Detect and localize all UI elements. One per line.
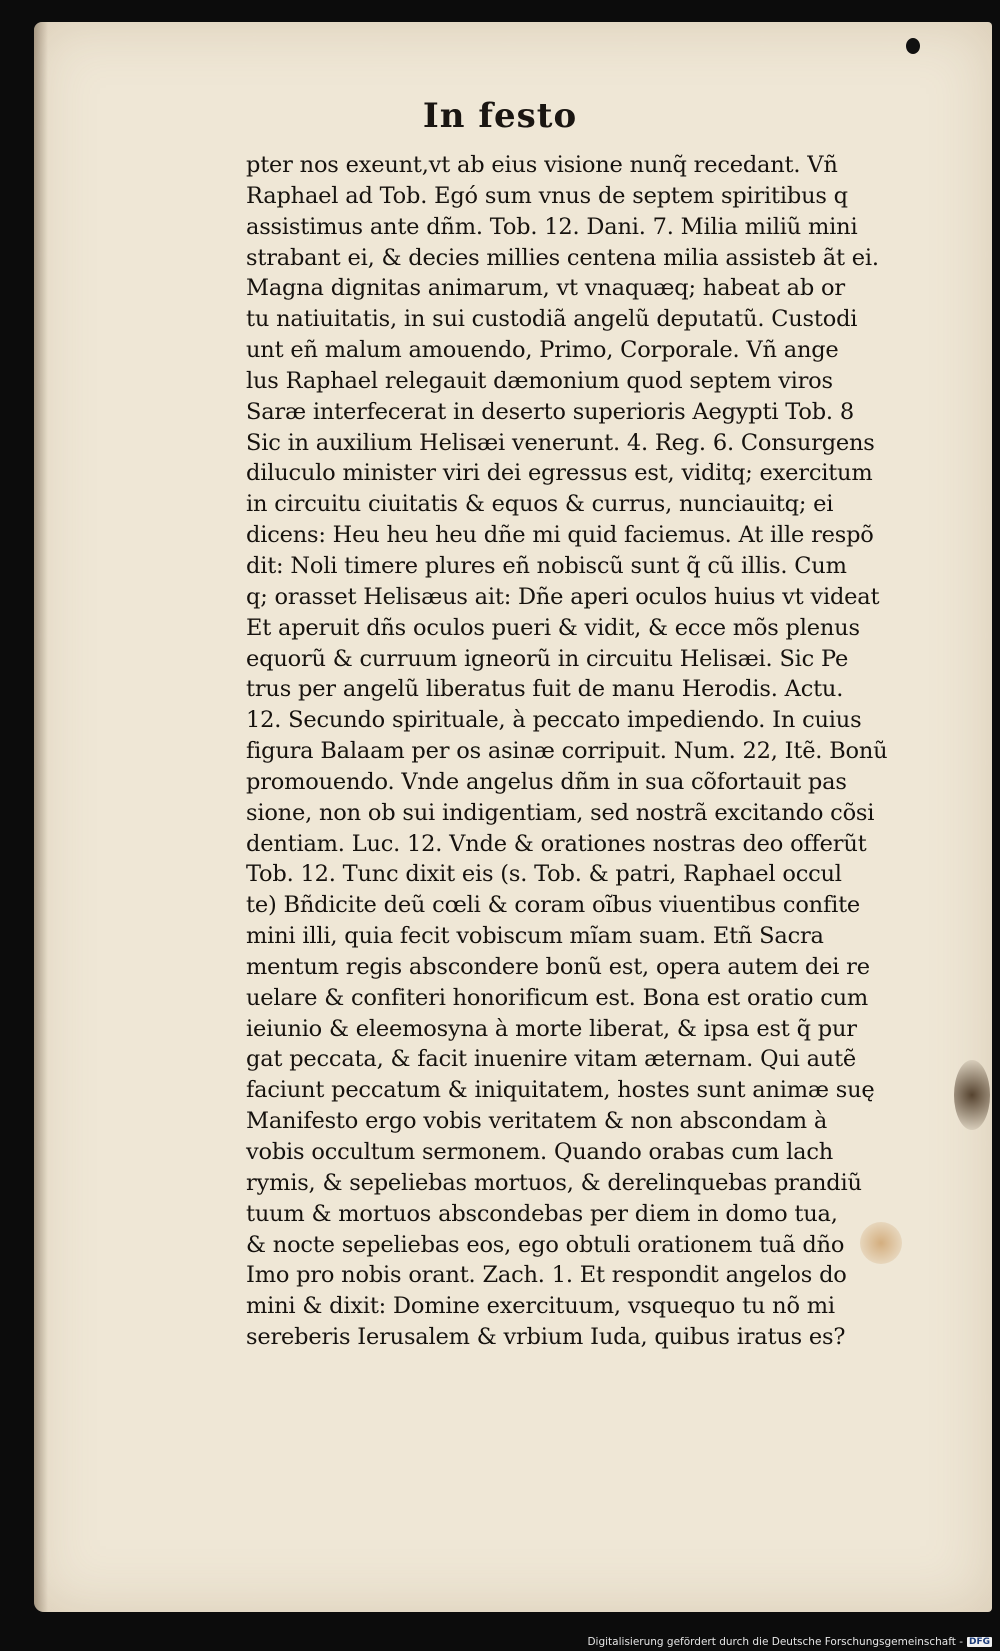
text-line: tu natiuitatis, in sui custodiã angelũ deputatũ. Custodi [246,306,858,333]
footer-text: Digitalisierung gefördert durch die Deutsche Forschungsgemeinschaft - [587,1636,963,1648]
page-tear-mark [954,1060,990,1130]
text-line: Saræ interfecerat in deserto superioris Aegypti Tob. 8 [246,398,854,425]
text-line: sione, non ob sui indigentiam, sed nostrã excitando cõsi [246,799,875,826]
ink-spot [906,38,920,54]
text-line: uelare & confiteri honorificum est. Bona est oratio cum [246,984,869,1011]
text-line: 12. Secundo spirituale, à peccato impediendo. In cuius [246,707,862,734]
page-heading: In festo [422,96,578,136]
text-line: diluculo minister viri dei egressus est, viditq; exercitum [246,460,873,487]
text-line: unt eñ malum amouendo, Primo, Corporale. Vñ ange [246,337,839,364]
text-line: strabant ei, & decies millies centena milia assisteb ãt ei. [246,244,879,271]
text-line: gat peccata, & facit inuenire vitam æternam. Qui autẽ [246,1046,857,1073]
text-line: Manifesto ergo vobis veritatem & non abscondam à [246,1108,828,1135]
text-line: trus per angelũ liberatus fuit de manu Herodis. Actu. [246,676,844,703]
text-line: Raphael ad Tob. Egó sum vnus de septem spiritibus q [246,182,848,209]
text-line: dentiam. Luc. 12. Vnde & orationes nostras deo offerũt [246,830,867,857]
text-line: te) Bñdicite deũ cœli & coram oĩbus viuentibus confite [246,892,861,919]
text-line: equorũ & curruum igneorũ in circuitu Helisæi. Sic Pe [246,645,849,672]
text-line: lus Raphael relegauit dæmonium quod septem viros [246,367,833,394]
text-line: Magna dignitas animarum, vt vnaquæq; habeat ab or [246,275,845,302]
body-text [246,150,916,1353]
text-line: figura Balaam per os asinæ corripuit. Num. 22, Itẽ. Bonũ [246,738,888,765]
text-line: pter nos exeunt,vt ab eius visione nunq̃ recedant. Vñ [246,152,838,178]
text-line: dicens: Heu heu heu dñe mi quid faciemus. At ille respõ [246,522,874,549]
text-line: assistimus ante dñm. Tob. 12. Dani. 7. Milia miliũ mini [246,213,858,240]
text-line: in circuitu ciuitatis & equos & currus, nunciauitq; ei [246,491,834,518]
text-line: rymis, & sepeliebas mortuos, & derelinquebas prandiũ [246,1169,862,1196]
text-line: mentum regis abscondere bonũ est, opera autem dei re [246,953,870,980]
page-gutter-shadow [34,22,48,1612]
text-line: Sic in auxilium Helisæi venerunt. 4. Reg. 6. Consurgens [246,429,875,456]
text-line: mini illi, quia fecit vobiscum mĩam suam. Etñ Sacra [246,923,824,950]
text-line: vobis occultum sermonem. Quando orabas cum lach [246,1139,834,1165]
text-line: Imo pro nobis orant. Zach. 1. Et respondit angelos do [246,1262,847,1289]
text-line: & nocte sepeliebas eos, ego obtuli orationem tuã dño [246,1231,845,1258]
footer-credit [587,1636,992,1648]
text-line: promouendo. Vnde angelus dñm in sua cõfortauit pas [246,768,847,795]
dfg-logo-icon: DFG [968,1637,990,1647]
text-line: mini & dixit: Domine exercituum, vsquequo tu nõ mi [246,1293,835,1320]
text-line: Tob. 12. Tunc dixit eis (s. Tob. & patri, Raphael occul [246,861,842,888]
text-line: Et aperuit dñs oculos pueri & vidit, & ecce mõs plenus [246,614,860,641]
text-line: dit: Noli timere plures eñ nobiscũ sunt q̃ cũ illis. Cum [246,552,847,579]
text-line: ieiunio & eleemosyna à morte liberat, & ipsa est q̃ pur [246,1015,857,1042]
text-line: tuum & mortuos abscondebas per diem in domo tua, [246,1200,838,1227]
text-line: q; orasset Helisæus ait: Dñe aperi oculos huius vt videat [246,583,880,610]
text-line: sereberis Ierusalem & vrbium Iuda, quibus iratus es? [246,1324,846,1351]
text-line: faciunt peccatum & iniquitatem, hostes sunt animæ suę [246,1077,875,1104]
